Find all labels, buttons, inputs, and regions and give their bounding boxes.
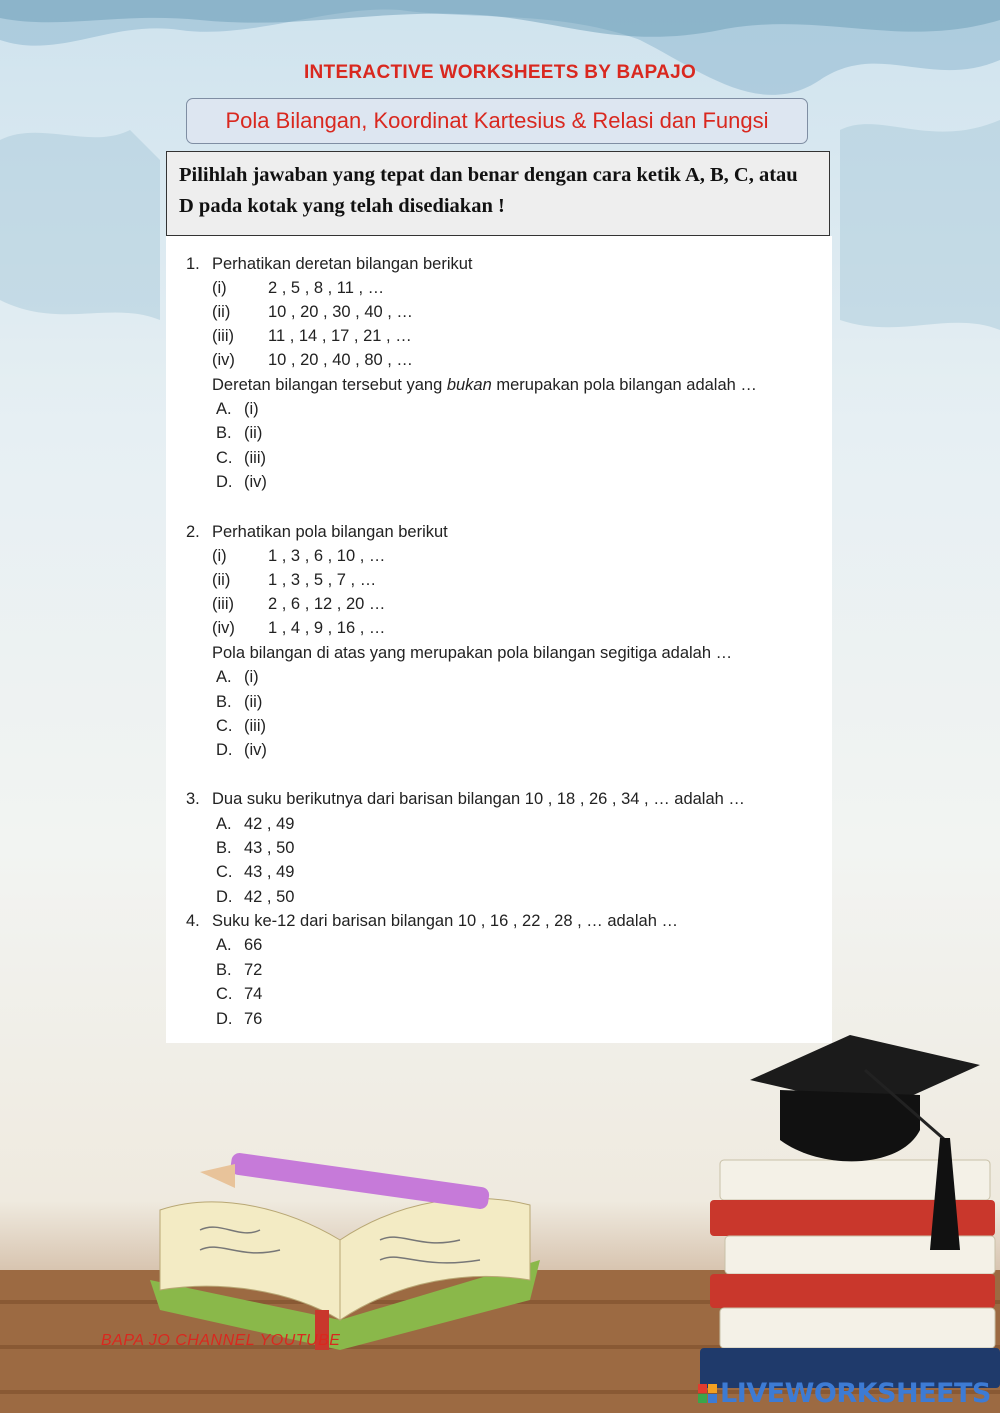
question-number: 1. — [186, 255, 200, 273]
sequence-value: 2 , 6 , 12 , 20 … — [268, 595, 386, 613]
liveworksheets-brand[interactable] — [698, 1378, 991, 1409]
option-letter: A. — [216, 815, 232, 833]
answer-option — [216, 449, 266, 468]
option-letter: C. — [216, 863, 233, 881]
answer-option — [216, 815, 294, 834]
answer-option — [216, 400, 259, 419]
sequence-value: 1 , 3 , 5 , 7 , … — [268, 571, 377, 589]
logo-square — [698, 1384, 707, 1393]
option-text: (ii) — [244, 424, 263, 442]
sequence-value: 1 , 3 , 6 , 10 , … — [268, 547, 386, 565]
worksheet-topic-box — [186, 98, 808, 144]
book-stack-illustration — [650, 1020, 1000, 1400]
option-letter: A. — [216, 668, 232, 686]
answer-option — [216, 936, 262, 955]
sequence-label: (ii) — [212, 303, 231, 321]
answer-option — [216, 693, 262, 712]
youtube-channel-credit: BAPA JO CHANNEL YOUTUBE — [101, 1332, 341, 1349]
liveworksheets-logo-icon — [698, 1384, 717, 1403]
option-text: 43 , 50 — [244, 839, 295, 857]
option-letter: D. — [216, 741, 233, 759]
option-text: (iv) — [244, 741, 267, 759]
answer-option — [216, 888, 294, 907]
answer-option — [216, 839, 294, 858]
worksheet-header-title: INTERACTIVE WORKSHEETS BY BAPAJO — [303, 62, 697, 83]
option-text: (i) — [244, 400, 259, 418]
sequence-label: (i) — [212, 547, 227, 565]
instruction-box — [166, 151, 830, 236]
option-letter: A. — [216, 400, 232, 418]
question-emphasis: bukan — [446, 376, 492, 394]
question-text-part: Deretan bilangan tersebut yang — [212, 376, 447, 394]
sequence-label: (i) — [212, 279, 227, 297]
sequence-value: 11 , 14 , 17 , 21 , … — [268, 327, 412, 345]
option-letter: B. — [216, 693, 232, 711]
question-number: 4. — [186, 912, 200, 930]
option-text: 42 , 49 — [244, 815, 295, 833]
option-text: 76 — [244, 1010, 263, 1028]
option-text: (iv) — [244, 473, 267, 491]
question-number: 3. — [186, 790, 200, 808]
option-text: (iii) — [244, 717, 266, 735]
sequence-label: (iii) — [212, 327, 234, 345]
option-letter: B. — [216, 424, 232, 442]
logo-square — [698, 1394, 707, 1403]
option-text: (ii) — [244, 693, 263, 711]
option-letter: C. — [216, 985, 233, 1003]
option-letter: C. — [216, 449, 233, 467]
sequence-label: (iv) — [212, 351, 235, 369]
answer-option — [216, 473, 267, 492]
option-letter: B. — [216, 961, 232, 979]
option-letter: D. — [216, 1010, 233, 1028]
question-prompt: Dua suku berikutnya dari barisan bilangan 10 , 18 , 26 , 34 , … adalah … — [212, 790, 745, 808]
question-text: Pola bilangan di atas yang merupakan pola bilangan segitiga adalah … — [212, 644, 733, 662]
liveworksheets-brand-text: LIVEWORKSHEETS — [720, 1378, 991, 1409]
question-number: 2. — [186, 523, 200, 541]
logo-square — [708, 1384, 717, 1393]
answer-option — [216, 424, 262, 443]
question-prompt: Perhatikan pola bilangan berikut — [212, 523, 448, 541]
option-text: 66 — [244, 936, 263, 954]
answer-option — [216, 741, 267, 760]
sequence-value: 10 , 20 , 40 , 80 , … — [268, 351, 413, 369]
option-text: (i) — [244, 668, 259, 686]
answer-option — [216, 985, 262, 1004]
answer-option — [216, 1010, 262, 1029]
option-letter: D. — [216, 473, 233, 491]
answer-option — [216, 668, 259, 687]
worksheet-topic-title: Pola Bilangan, Koordinat Kartesius & Relasi dan Fungsi — [225, 108, 769, 133]
option-text: 74 — [244, 985, 263, 1003]
option-letter: D. — [216, 888, 233, 906]
option-letter: B. — [216, 839, 232, 857]
answer-option — [216, 717, 266, 736]
option-text: 72 — [244, 961, 263, 979]
logo-square — [708, 1394, 717, 1403]
question-text — [212, 376, 757, 395]
sequence-label: (ii) — [212, 571, 231, 589]
option-letter: A. — [216, 936, 232, 954]
question-text-part: merupakan pola bilangan adalah … — [491, 376, 757, 394]
sequence-label: (iii) — [212, 595, 234, 613]
sequence-value: 1 , 4 , 9 , 16 , … — [268, 619, 386, 637]
sequence-label: (iv) — [212, 619, 235, 637]
answer-option — [216, 961, 262, 980]
question-prompt: Perhatikan deretan bilangan berikut — [212, 255, 473, 273]
question-sheet — [166, 236, 832, 1043]
open-book-pencil-illustration — [140, 1150, 560, 1350]
instruction-text: Pilihlah jawaban yang tepat dan benar dengan cara ketik A, B, C, atau D pada kotak yang telah disediakan ! — [179, 164, 798, 217]
answer-option — [216, 863, 294, 882]
sequence-value: 2 , 5 , 8 , 11 , … — [268, 279, 385, 297]
sequence-value: 10 , 20 , 30 , 40 , … — [268, 303, 413, 321]
option-text: 42 , 50 — [244, 888, 295, 906]
option-text: (iii) — [244, 449, 266, 467]
question-prompt: Suku ke-12 dari barisan bilangan 10 , 16 , 22 , 28 , … adalah … — [212, 912, 678, 930]
option-letter: C. — [216, 717, 233, 735]
option-text: 43 , 49 — [244, 863, 295, 881]
